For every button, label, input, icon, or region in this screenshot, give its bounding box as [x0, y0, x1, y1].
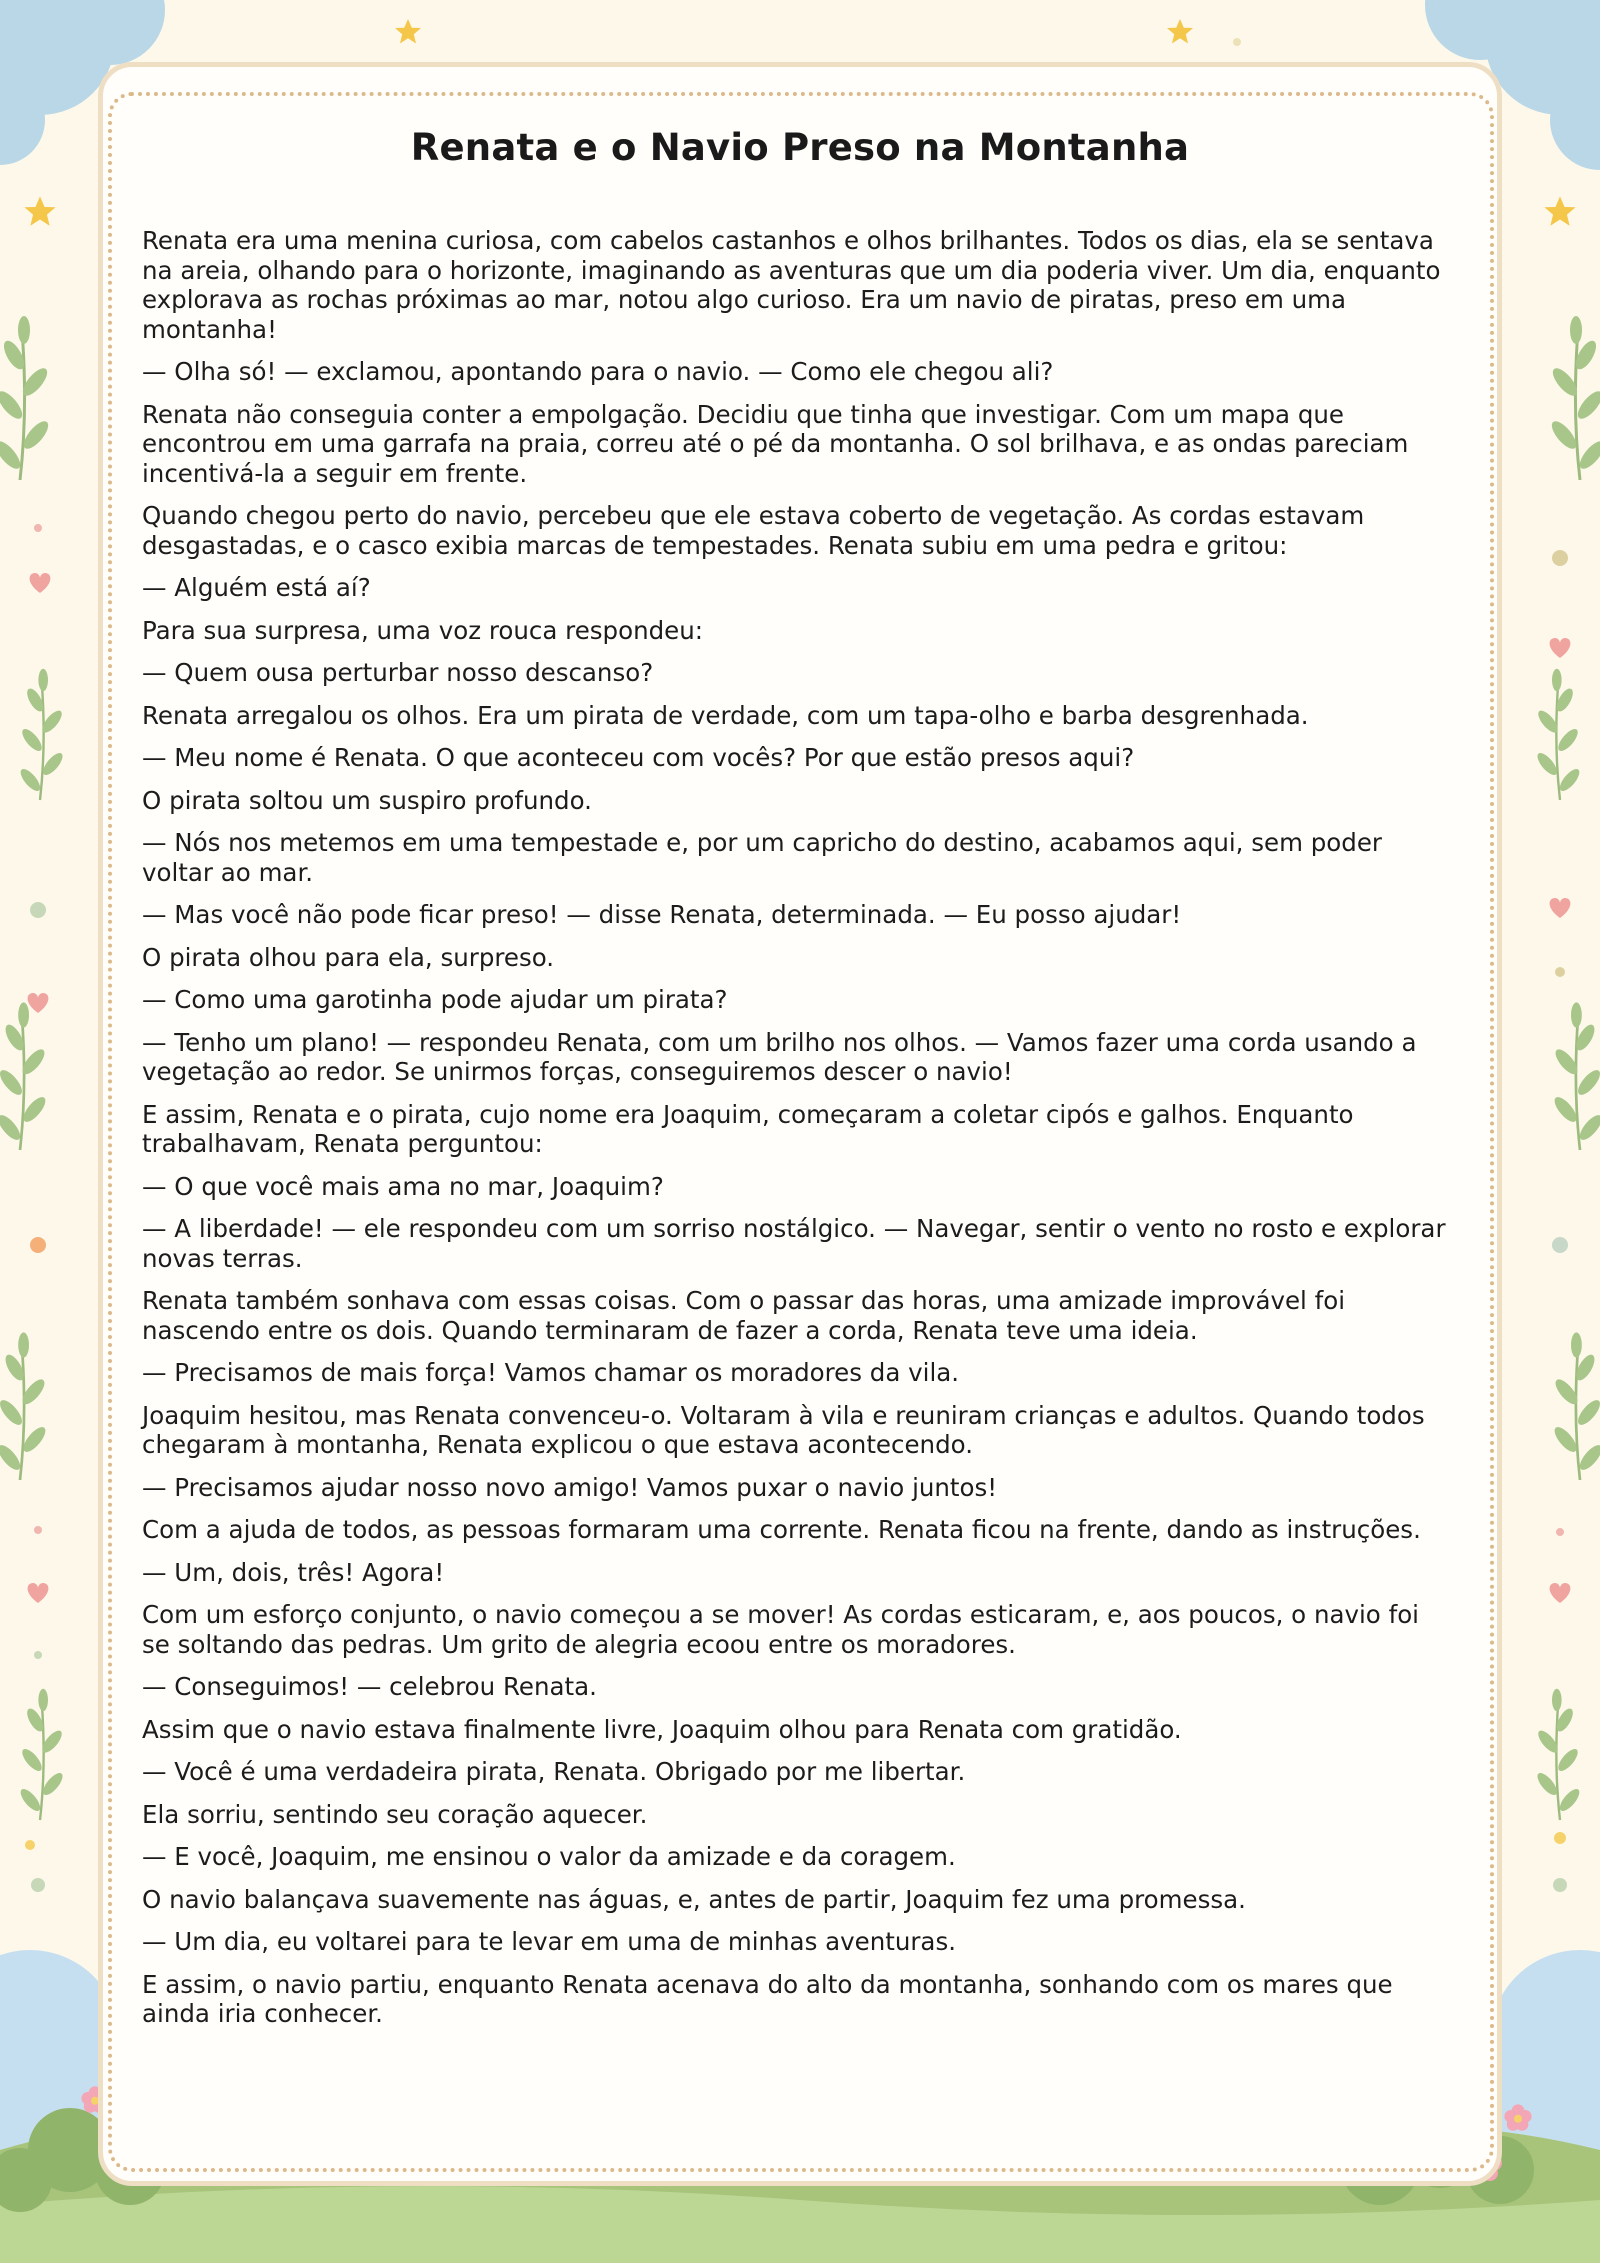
- story-paragraph: Assim que o navio estava finalmente livre, Joaquim olhou para Renata com gratidão.: [142, 1714, 1182, 1744]
- story-body: [142, 226, 1452, 2042]
- story-paragraph: — Precisamos de mais força! Vamos chamar os moradores da vila.: [142, 1358, 960, 1387]
- story-paragraph: E assim, Renata e o pirata, cujo nome era Joaquim, começaram a coletar cipós e galhos. Enquanto trabalhavam, Renata perguntou:: [142, 1099, 1354, 1158]
- story-paragraph: — Quem ousa perturbar nosso descanso?: [142, 658, 654, 687]
- story-paragraph: Renata era uma menina curiosa, com cabelos castanhos e olhos brilhantes. Todos os dias, ela se sentava na areia, olhando para o horizonte, imaginando as aventuras que um dia poderia viver. Um dia, enquanto explorava as rochas próximas ao mar, notou algo curioso. Era um navio de piratas, preso em uma montanha!: [142, 226, 1441, 344]
- story-paragraph: Renata também sonhava com essas coisas. Com o passar das horas, uma amizade improvável foi nascendo entre os dois. Quando terminaram de fazer a corda, Renata teve uma ideia.: [142, 1286, 1346, 1345]
- story-paragraph: — Conseguimos! — celebrou Renata.: [142, 1672, 597, 1701]
- story-paragraph: Renata arregalou os olhos. Era um pirata de verdade, com um tapa-olho e barba desgrenhada.: [142, 700, 1309, 730]
- story-paragraph: O pirata olhou para ela, surpreso.: [142, 942, 555, 972]
- story-paragraph: O pirata soltou um suspiro profundo.: [142, 785, 592, 815]
- story-title: Renata e o Navio Preso na Montanha: [410, 126, 1190, 169]
- story-paragraph: — Tenho um plano! — respondeu Renata, com um brilho nos olhos. — Vamos fazer uma corda usando a vegetação ao redor. Se unirmos forças, conseguiremos descer o navio!: [142, 1027, 1417, 1086]
- story-paragraph: Com um esforço conjunto, o navio começou a se mover! As cordas esticaram, e, aos poucos, o navio foi se soltando das pedras. Um grito de alegria ecoou entre os moradores.: [142, 1600, 1419, 1659]
- story-paragraph: O navio balançava suavemente nas águas, e, antes de partir, Joaquim fez uma promessa.: [142, 1884, 1246, 1914]
- story-paragraph: Com a ajuda de todos, as pessoas formaram uma corrente. Renata ficou na frente, dando as instruções.: [142, 1515, 1421, 1544]
- story-paragraph: Para sua surpresa, uma voz rouca respondeu:: [142, 615, 704, 645]
- story-paragraph: Joaquim hesitou, mas Renata convenceu-o. Voltaram à vila e reuniram crianças e adultos. Quando todos chegaram à montanha, Renata explicou o que estava acontecendo.: [142, 1400, 1425, 1459]
- story-paragraph: Renata não conseguia conter a empolgação. Decidiu que tinha que investigar. Com um mapa que encontrou em uma garrafa na praia, correu até o pé da montanha. O sol brilhava, e as ondas pareciam incentivá-la a seguir em frente.: [142, 399, 1409, 488]
- story-paragraph: Quando chegou perto do navio, percebeu que ele estava coberto de vegetação. As cordas estavam desgastadas, e o casco exibia marcas de tempestades. Renata subiu em uma pedra e gritou:: [142, 501, 1365, 560]
- story-paragraph: — Um dia, eu voltarei para te levar em uma de minhas aventuras.: [142, 1927, 957, 1956]
- story-paragraph: Ela sorriu, sentindo seu coração aquecer.: [142, 1799, 648, 1829]
- story-paragraph: — Como uma garotinha pode ajudar um pirata?: [142, 985, 728, 1014]
- story-paragraph: — O que você mais ama no mar, Joaquim?: [142, 1171, 664, 1201]
- story-paragraph: — Você é uma verdadeira pirata, Renata. Obrigado por me libertar.: [142, 1757, 966, 1786]
- story-paragraph: — Alguém está aí?: [142, 573, 371, 602]
- story-paragraph: — Olha só! — exclamou, apontando para o navio. — Como ele chegou ali?: [142, 357, 1054, 386]
- story-paragraph: — Meu nome é Renata. O que aconteceu com vocês? Por que estão presos aqui?: [142, 743, 1135, 772]
- story-paragraph: — Um, dois, três! Agora!: [142, 1557, 445, 1587]
- story-paragraph: — A liberdade! — ele respondeu com um sorriso nostálgico. — Navegar, sentir o vento no rosto e explorar novas terras.: [142, 1214, 1446, 1273]
- story-paragraph: — Mas você não pode ficar preso! — disse Renata, determinada. — Eu posso ajudar!: [142, 900, 1182, 929]
- story-paragraph: — Nós nos metemos em uma tempestade e, por um capricho do destino, acabamos aqui, sem poder voltar ao mar.: [142, 828, 1382, 887]
- story-paragraph: — E você, Joaquim, me ensinou o valor da amizade e da coragem.: [142, 1842, 956, 1871]
- story-paragraph: E assim, o navio partiu, enquanto Renata acenava do alto da montanha, sonhando com os mares que ainda iria conhecer.: [142, 1969, 1393, 2028]
- story-paragraph: — Precisamos ajudar nosso novo amigo! Vamos puxar o navio juntos!: [142, 1472, 998, 1502]
